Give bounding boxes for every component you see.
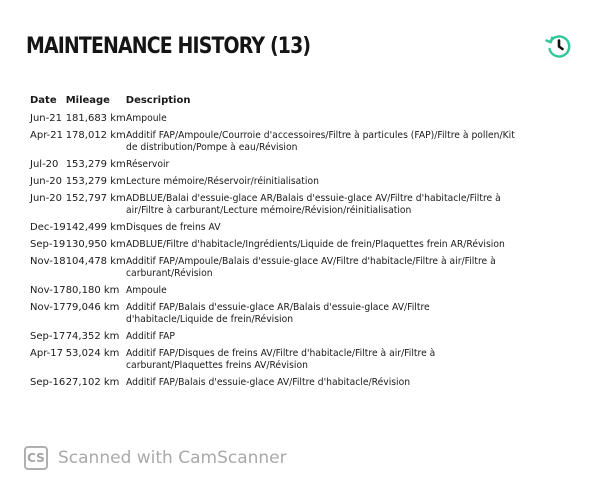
row-description: Additif FAP/Balais d'essuie-glace AV/Filtre d'habitacle/Révision bbox=[125, 377, 410, 388]
row-description: Disques de freins AV bbox=[125, 222, 221, 233]
table-row bbox=[30, 377, 550, 394]
column-header-description: Description bbox=[125, 95, 191, 106]
row-mileage: 53,024 km bbox=[65, 348, 120, 359]
row-mileage: 80,180 km bbox=[65, 285, 120, 296]
maintenance-history-table bbox=[30, 95, 550, 394]
row-description-cell bbox=[126, 285, 550, 302]
table-row bbox=[30, 348, 550, 377]
row-date: Nov-17 bbox=[30, 285, 66, 296]
row-date: Jun-21 bbox=[30, 113, 62, 124]
row-description-cell bbox=[126, 193, 550, 222]
history-clock-icon[interactable] bbox=[544, 31, 574, 61]
row-description: Additif FAP/Ampoule/Courroie d'accessoires/Filtre à particules (FAP)/Filtre à pollen/Kit de distribution/Pompe à eau/Révision bbox=[125, 130, 515, 153]
column-header-date: Date bbox=[30, 95, 57, 106]
row-mileage: 27,102 km bbox=[65, 377, 120, 388]
row-mileage: 178,012 km bbox=[65, 130, 126, 141]
camscanner-watermark bbox=[24, 446, 287, 470]
row-mileage: 74,352 km bbox=[65, 331, 120, 342]
row-description-cell bbox=[126, 377, 550, 394]
table-row bbox=[30, 159, 550, 176]
row-date: Nov-17 bbox=[30, 302, 66, 313]
row-mileage: 153,279 km bbox=[65, 176, 126, 187]
column-header-mileage: Mileage bbox=[65, 95, 110, 106]
row-description: Additif FAP/Balais d'essuie-glace AR/Balais d'essuie-glace AV/Filtre d'habitacle/Liquide de frein/Révision bbox=[125, 302, 430, 325]
row-description-cell bbox=[126, 348, 550, 377]
row-mileage: 142,499 km bbox=[65, 222, 126, 233]
row-date: Sep-16 bbox=[30, 377, 66, 388]
row-description: Ampoule bbox=[125, 285, 167, 296]
history-clock-icon-graphic bbox=[544, 31, 574, 61]
row-date: Jun-20 bbox=[30, 193, 62, 204]
table-row bbox=[30, 222, 550, 239]
row-description-cell bbox=[126, 176, 550, 193]
row-description: Additif FAP bbox=[125, 331, 175, 342]
page-title: MAINTENANCE HISTORY (13) bbox=[26, 34, 311, 59]
row-description-cell bbox=[126, 302, 550, 331]
row-description: ADBLUE/Filtre d'habitacle/Ingrédients/Liquide de frein/Plaquettes frein AR/Révision bbox=[125, 239, 505, 250]
table-row bbox=[30, 256, 550, 285]
table-header-row bbox=[30, 95, 550, 113]
row-description-cell bbox=[126, 113, 550, 130]
row-description-cell bbox=[126, 256, 550, 285]
row-mileage: 181,683 km bbox=[65, 113, 126, 124]
row-description: Additif FAP/Ampoule/Balais d'essuie-glace AV/Filtre d'habitacle/Filtre à air/Filtre à carburant/Révision bbox=[125, 256, 496, 279]
row-mileage: 152,797 km bbox=[65, 193, 126, 204]
row-description-cell bbox=[126, 130, 550, 159]
row-description: Additif FAP/Disques de freins AV/Filtre d'habitacle/Filtre à air/Filtre à carburant/Plaquettes freins AV/Révision bbox=[125, 348, 436, 371]
row-description-cell bbox=[126, 159, 550, 176]
row-mileage: 153,279 km bbox=[65, 159, 126, 170]
row-date: Dec-19 bbox=[30, 222, 66, 233]
table-row bbox=[30, 113, 550, 130]
table-row bbox=[30, 176, 550, 193]
table-row bbox=[30, 331, 550, 348]
row-description-cell bbox=[126, 222, 550, 239]
table-row bbox=[30, 239, 550, 256]
row-date: Nov-18 bbox=[30, 256, 66, 267]
table-row bbox=[30, 285, 550, 302]
row-description-cell bbox=[126, 239, 550, 256]
table-row bbox=[30, 193, 550, 222]
table-row bbox=[30, 130, 550, 159]
row-mileage: 79,046 km bbox=[65, 302, 120, 313]
row-date: Sep-17 bbox=[30, 331, 66, 342]
table-row bbox=[30, 302, 550, 331]
row-date: Apr-17 bbox=[30, 348, 63, 359]
camscanner-logo: CS bbox=[24, 446, 48, 470]
table-body bbox=[30, 113, 550, 394]
row-mileage: 130,950 km bbox=[65, 239, 126, 250]
watermark-text: Scanned with CamScanner bbox=[58, 448, 287, 468]
row-description: Lecture mémoire/Réservoir/réinitialisation bbox=[125, 176, 319, 187]
row-date: Jul-20 bbox=[30, 159, 59, 170]
row-mileage: 104,478 km bbox=[65, 256, 126, 267]
row-description: Réservoir bbox=[125, 159, 170, 170]
row-date: Jun-20 bbox=[30, 176, 62, 187]
row-description: Ampoule bbox=[125, 113, 167, 124]
row-date: Sep-19 bbox=[30, 239, 66, 250]
row-description-cell bbox=[126, 331, 550, 348]
row-description: ADBLUE/Balai d'essuie-glace AR/Balais d'essuie-glace AV/Filtre d'habitacle/Filtre à air/Filtre à carburant/Lecture mémoire/Révision/réinitialisation bbox=[125, 193, 501, 216]
row-date: Apr-21 bbox=[30, 130, 63, 141]
